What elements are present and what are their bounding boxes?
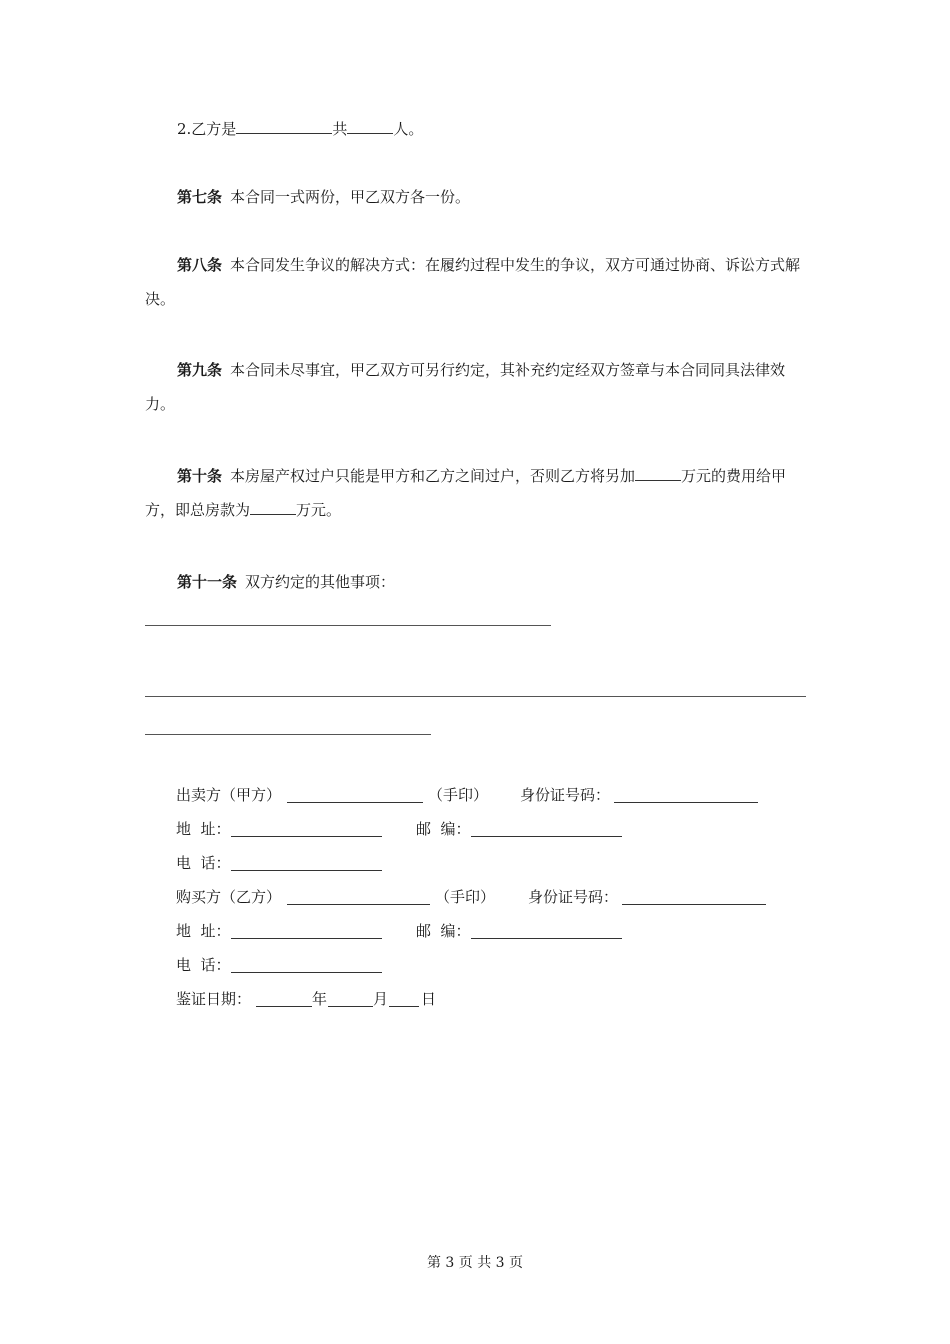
- article-8-label: 第八条: [177, 256, 223, 274]
- seller-address-label: 地 址：: [176, 820, 231, 838]
- buyer-postcode-label: 邮 编：: [416, 922, 471, 940]
- buyer-address-blank[interactable]: [231, 920, 382, 939]
- seller-address-blank[interactable]: [231, 818, 382, 837]
- other-matters-line-2[interactable]: [145, 696, 806, 697]
- seller-postcode-label: 邮 编：: [416, 820, 471, 838]
- buyer-phone-blank[interactable]: [231, 954, 382, 973]
- buyer-id-blank[interactable]: [622, 886, 766, 905]
- seller-party-label: 出卖方（甲方）: [176, 786, 282, 804]
- article-10-text-1: 本房屋产权过户只能是甲方和乙方之间过户，否则乙方将另加: [230, 467, 636, 485]
- other-matters-line-1[interactable]: [145, 625, 551, 626]
- buyer-fingerprint-label: （手印）: [435, 888, 496, 906]
- article-10-label: 第十条: [177, 467, 223, 485]
- article-10-text-3: 万元。: [296, 501, 342, 519]
- seller-id-blank[interactable]: [614, 784, 758, 803]
- buyer-id-label: 身份证号码：: [528, 888, 619, 906]
- article-9: [145, 353, 806, 421]
- article-7: [145, 180, 806, 214]
- verify-year-label: 年: [312, 990, 328, 1008]
- article-11-text: 双方约定的其他事项：: [245, 573, 396, 591]
- party-b-name-blank[interactable]: [236, 115, 332, 134]
- seller-fingerprint-label: （手印）: [428, 786, 489, 804]
- article-9-text: 本合同未尽事宜，甲乙双方可另行约定，其补充约定经双方签章与本合同同具法律效力。: [145, 361, 786, 413]
- buyer-name-blank[interactable]: [287, 886, 430, 905]
- verify-month-label: 月: [373, 990, 389, 1008]
- other-matters-line-3[interactable]: [145, 734, 431, 735]
- extra-fee-blank[interactable]: [635, 462, 681, 481]
- article-10: [145, 459, 806, 527]
- total-price-blank[interactable]: [250, 496, 296, 515]
- article-11-label: 第十一条: [177, 573, 238, 591]
- verify-month-blank[interactable]: [328, 988, 373, 1007]
- clause-party-b-count: [145, 112, 806, 146]
- buyer-party-label: 购买方（乙方）: [176, 888, 282, 906]
- clause-b2-mid: 共: [332, 120, 348, 138]
- seller-phone-blank[interactable]: [231, 852, 382, 871]
- article-9-label: 第九条: [177, 361, 223, 379]
- article-7-text: 本合同一式两份，甲乙双方各一份。: [230, 188, 471, 206]
- seller-name-blank[interactable]: [287, 784, 423, 803]
- seller-postcode-blank[interactable]: [471, 818, 622, 837]
- verify-day-label: 日: [421, 990, 437, 1008]
- article-8: [145, 248, 806, 316]
- verify-date-label: 鉴证日期：: [176, 990, 252, 1008]
- verify-year-blank[interactable]: [256, 988, 312, 1007]
- article-11: [145, 565, 806, 599]
- article-10-text-2: 万元的费用给甲方，即总房款为: [145, 467, 787, 519]
- page-footer: 第 3 页 共 3 页: [426, 1255, 524, 1271]
- clause-b2-suffix: 人。: [393, 120, 424, 138]
- clause-b2-prefix: 2.乙方是: [177, 120, 237, 138]
- verify-day-blank[interactable]: [389, 988, 419, 1007]
- party-b-count-blank[interactable]: [347, 115, 393, 134]
- buyer-address-label: 地 址：: [176, 922, 231, 940]
- article-7-label: 第七条: [177, 188, 223, 206]
- seller-phone-label: 电 话：: [176, 854, 231, 872]
- buyer-postcode-blank[interactable]: [471, 920, 622, 939]
- buyer-phone-label: 电 话：: [176, 956, 231, 974]
- article-8-text: 本合同发生争议的解决方式：在履约过程中发生的争议，双方可通过协商、诉讼方式解决。: [145, 256, 801, 308]
- seller-id-label: 身份证号码：: [520, 786, 611, 804]
